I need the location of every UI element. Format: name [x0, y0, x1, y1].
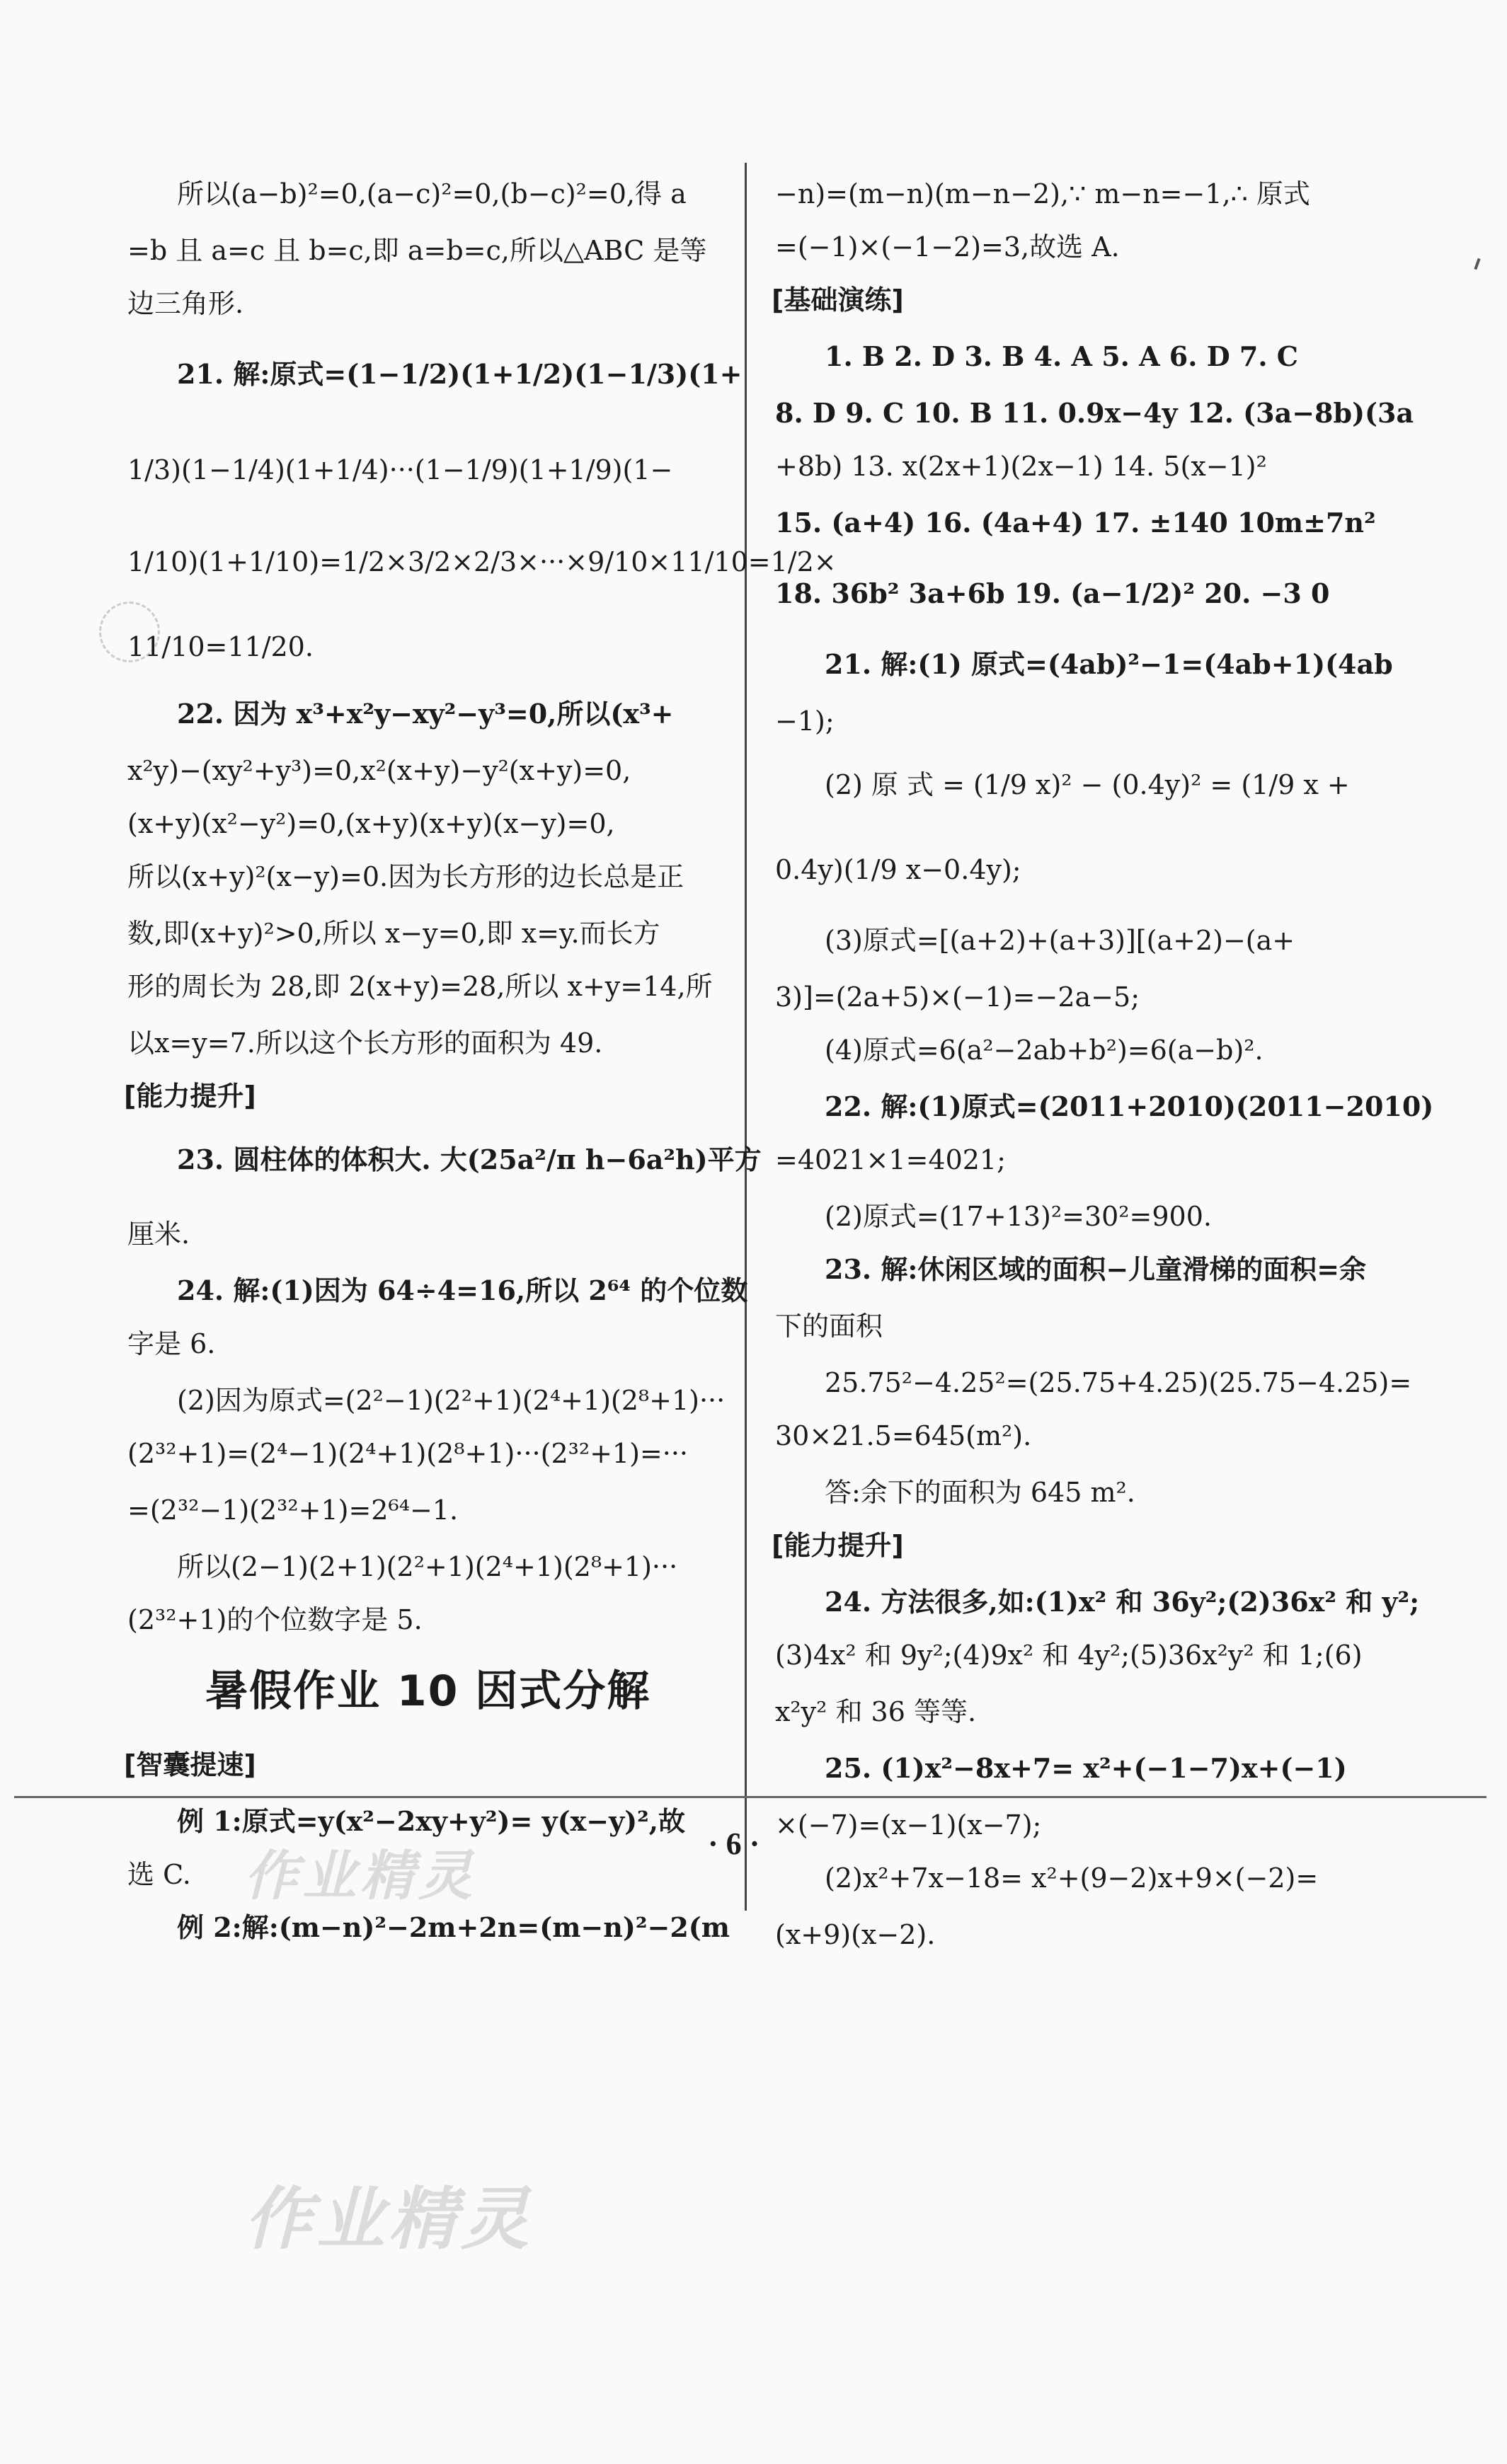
- answer-22: 22. 解:(1)原式=(2011+2010)(2011−2010): [825, 1090, 1434, 1122]
- text-line: (x+y)(x²−y²)=0,(x+y)(x+y)(x−y)=0,: [127, 808, 615, 839]
- answer-23: 23. 解:休闲区域的面积−儿童滑梯的面积=余: [825, 1253, 1367, 1285]
- answer-row: 8. D 9. C 10. B 11. 0.9x−4y 12. (3a−8b)(3a: [775, 397, 1414, 429]
- margin-mark: [1474, 258, 1480, 270]
- text-line: 形的周长为 28,即 2(x+y)=28,所以 x+y=14,所: [127, 971, 713, 1002]
- text-line: (2) 原 式 = (1/9 x)² − (0.4y)² = (1/9 x +: [825, 769, 1350, 800]
- text-line: 答:余下的面积为 645 m².: [825, 1477, 1135, 1508]
- text-line: 选 C.: [127, 1859, 191, 1890]
- text-line: 25.75²−4.25²=(25.75+4.25)(25.75−4.25)=: [825, 1367, 1412, 1398]
- text-line: =4021×1=4021;: [775, 1144, 1006, 1175]
- section-heading: [能力提升]: [124, 1081, 256, 1112]
- text-line: (2)因为原式=(2²−1)(2²+1)(2⁴+1)(2⁸+1)···: [177, 1385, 726, 1416]
- answer-row: +8b) 13. x(2x+1)(2x−1) 14. 5(x−1)²: [775, 451, 1267, 482]
- answer-row: 18. 36b² 3a+6b 19. (a−1/2)² 20. −3 0: [775, 577, 1330, 609]
- chapter-title: 暑假作业 10 因式分解: [205, 1666, 651, 1716]
- text-line: 边三角形.: [127, 288, 244, 319]
- fold-line: [14, 1796, 1486, 1798]
- example-2: 例 2:解:(m−n)²−2m+2n=(m−n)²−2(m: [177, 1911, 730, 1943]
- answer-21: 21. 解:(1) 原式=(4ab)²−1=(4ab+1)(4ab: [825, 648, 1393, 680]
- text-line: (x+9)(x−2).: [775, 1919, 936, 1950]
- text-line: 30×21.5=645(m²).: [775, 1420, 1032, 1451]
- text-line: (4)原式=6(a²−2ab+b²)=6(a−b)².: [825, 1035, 1264, 1066]
- page-number: · 6 ·: [708, 1826, 760, 1861]
- text-line: ×(−7)=(x−1)(x−7);: [775, 1809, 1042, 1841]
- text-line: 所以(2−1)(2+1)(2²+1)(2⁴+1)(2⁸+1)···: [177, 1551, 678, 1582]
- section-heading: [能力提升]: [772, 1530, 904, 1561]
- text-line: (2)x²+7x−18= x²+(9−2)x+9×(−2)=: [825, 1863, 1319, 1894]
- text-line: 所以(x+y)²(x−y)=0.因为长方形的边长总是正: [127, 861, 684, 892]
- text-line: (3)原式=[(a+2)+(a+3)][(a+2)−(a+: [825, 925, 1295, 956]
- answer-23: 23. 圆柱体的体积大. 大(25a²/π h−6a²h)平方: [177, 1144, 762, 1175]
- text-line: 所以(a−b)²=0,(a−c)²=0,(b−c)²=0,得 a: [177, 178, 687, 209]
- example-1: 例 1:原式=y(x²−2xy+y²)= y(x−y)²,故: [177, 1805, 686, 1837]
- text-line: x²y)−(xy²+y³)=0,x²(x+y)−y²(x+y)=0,: [127, 755, 631, 786]
- text-line: 数,即(x+y)²>0,所以 x−y=0,即 x=y.而长方: [127, 918, 660, 949]
- section-heading: [基础演练]: [772, 284, 904, 316]
- text-line: 3)]=(2a+5)×(−1)=−2a−5;: [775, 981, 1140, 1013]
- answer-row: 1. B 2. D 3. B 4. A 5. A 6. D 7. C: [825, 340, 1299, 372]
- text-line: 1/10)(1+1/10)=1/2×3/2×2/3×···×9/10×11/10=1/2×: [127, 546, 837, 577]
- text-line: =(2³²−1)(2³²+1)=2⁶⁴−1.: [127, 1495, 459, 1526]
- text-line: 11/10=11/20.: [127, 631, 314, 662]
- answer-25: 25. (1)x²−8x+7= x²+(−1−7)x+(−1): [825, 1752, 1347, 1784]
- text-line: 下的面积: [775, 1311, 883, 1342]
- text-line: 字是 6.: [127, 1328, 216, 1359]
- watermark: 作业精灵: [244, 2180, 533, 2259]
- text-line: (2³²+1)=(2⁴−1)(2⁴+1)(2⁸+1)···(2³²+1)=···: [127, 1438, 689, 1469]
- text-line: (2)原式=(17+13)²=30²=900.: [825, 1201, 1212, 1232]
- text-line: (2³²+1)的个位数字是 5.: [127, 1604, 423, 1635]
- text-line: =(−1)×(−1−2)=3,故选 A.: [775, 231, 1120, 263]
- column-divider: [745, 163, 747, 1911]
- answer-row: 15. (a+4) 16. (4a+4) 17. ±140 10m±7n²: [775, 507, 1376, 539]
- text-line: x²y² 和 36 等等.: [775, 1696, 977, 1727]
- answer-24: 24. 解:(1)因为 64÷4=16,所以 2⁶⁴ 的个位数: [177, 1274, 748, 1306]
- answer-21: 21. 解:原式=(1−1/2)(1+1/2)(1−1/3)(1+: [177, 358, 743, 390]
- section-heading: [智囊提速]: [124, 1749, 256, 1780]
- text-line: 以x=y=7.所以这个长方形的面积为 49.: [127, 1027, 603, 1059]
- watermark: 作业精灵: [244, 1844, 476, 1907]
- text-line: (3)4x² 和 9y²;(4)9x² 和 4y²;(5)36x²y² 和 1;(6): [775, 1640, 1363, 1671]
- text-line: −n)=(m−n)(m−n−2),∵ m−n=−1,∴ 原式: [775, 178, 1310, 209]
- text-line: 0.4y)(1/9 x−0.4y);: [775, 854, 1021, 885]
- answer-24: 24. 方法很多,如:(1)x² 和 36y²;(2)36x² 和 y²;: [825, 1586, 1420, 1618]
- text-line: −1);: [775, 706, 835, 737]
- text-line: 1/3)(1−1/4)(1+1/4)···(1−1/9)(1+1/9)(1−: [127, 454, 673, 485]
- answer-22: 22. 因为 x³+x²y−xy²−y³=0,所以(x³+: [177, 698, 674, 730]
- text-line: 厘米.: [127, 1219, 190, 1250]
- text-line: =b 且 a=c 且 b=c,即 a=b=c,所以△ABC 是等: [127, 235, 707, 266]
